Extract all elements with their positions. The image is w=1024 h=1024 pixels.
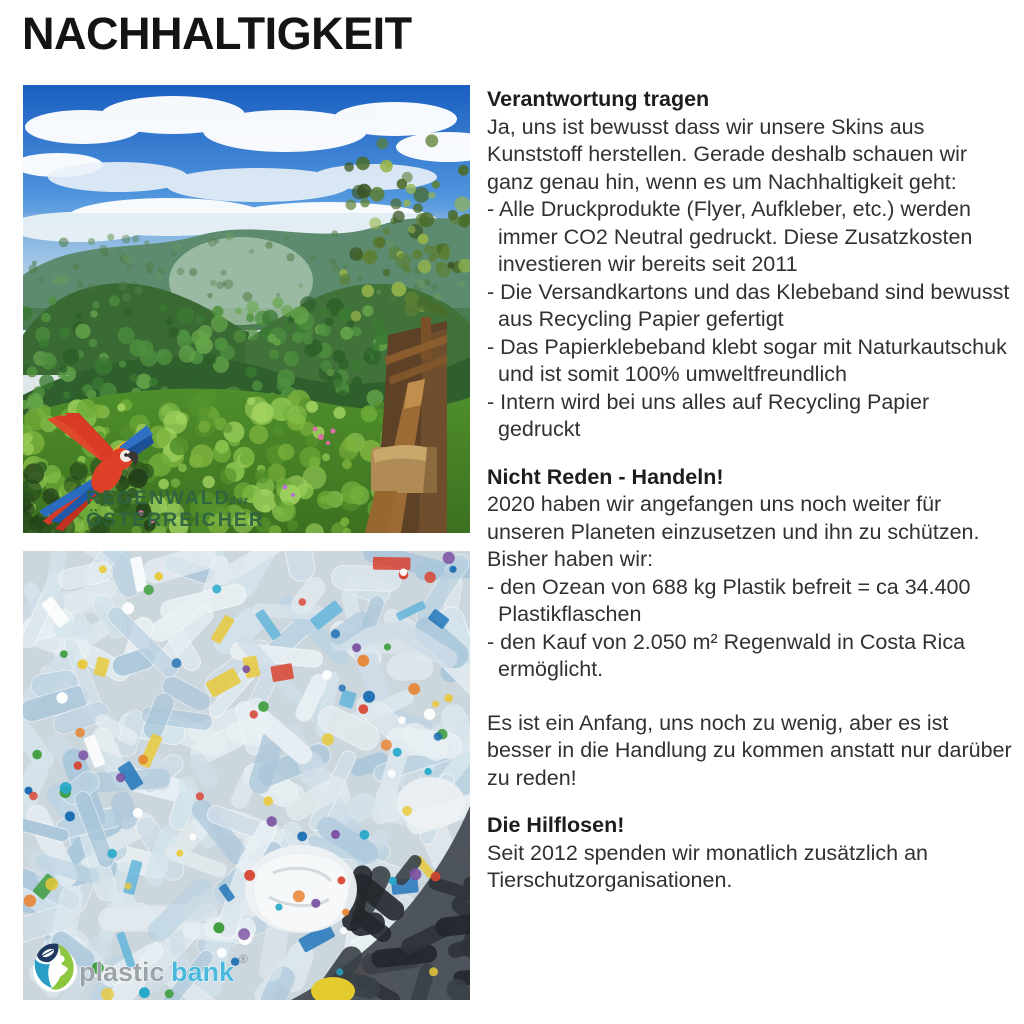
section-heading: Verantwortung tragen bbox=[487, 87, 710, 111]
text-section bbox=[487, 86, 1013, 444]
regenwald-logo-line2: ÖSTERREICHER bbox=[86, 509, 265, 531]
plasticbank-logo-plastic: plastic bbox=[79, 957, 165, 987]
bullet-item: - Intern wird bei uns alles auf Recycling Papier gedruckt bbox=[487, 389, 930, 441]
bullet-item: - Das Papierklebeband klebt sogar mit Naturkautschuk und ist somit 100% umweltfreundlich bbox=[487, 334, 1007, 386]
rainforest-photo bbox=[23, 85, 470, 533]
text-column bbox=[487, 86, 1013, 915]
paragraph: 2020 haben wir angefangen uns noch weiter für unseren Planeten einzusetzen und ihn zu schützen. bbox=[487, 492, 980, 544]
paragraph: Seit 2012 spenden wir monatlich zusätzlich an Tierschutzorganisationen. bbox=[487, 840, 929, 892]
regenwald-logo-der: der bbox=[229, 495, 250, 507]
section-heading: Nicht Reden - Handeln! bbox=[487, 464, 724, 489]
registered-trademark-icon: ® bbox=[239, 952, 248, 966]
bullet-item: - Alle Druckprodukte (Flyer, Aufkleber, etc.) werden immer CO2 Neutral gedruckt. Diese Zusatzkosten investieren wir bereits seit 2011 bbox=[487, 197, 973, 276]
paragraph: Es ist ein Anfang, uns noch zu wenig, aber es ist besser in die Handlung zu kommen anstatt nur darüber zu reden! bbox=[487, 710, 1012, 790]
paragraph: Ja, uns ist bewusst dass wir unsere Skins aus Kunststoff herstellen. Gerade deshalb schauen wir ganz genau hin, wenn es um Nachhaltigkeit geht: bbox=[487, 114, 968, 194]
text-section bbox=[487, 812, 1013, 895]
paragraph: Bisher haben wir: bbox=[487, 547, 654, 571]
plasticbank-logo-bank: bank bbox=[171, 957, 235, 987]
page-title: NACHHALTIGKEIT bbox=[22, 8, 412, 59]
bullet-item: - den Kauf von 2.050 m² Regenwald in Costa Rica ermöglicht. bbox=[487, 629, 966, 681]
bullet-item: - den Ozean von 688 kg Plastik befreit = ca 34.400 Plastikflaschen bbox=[487, 574, 971, 626]
bullet-item: - Die Versandkartons und das Klebeband sind bewusst aus Recycling Papier gefertigt bbox=[487, 279, 1010, 331]
text-section bbox=[487, 464, 1013, 793]
section-heading: Die Hilflosen! bbox=[487, 813, 625, 837]
plastic-bottles-photo bbox=[23, 551, 470, 1000]
regenwald-logo-line1: REGENWALD bbox=[86, 487, 231, 509]
